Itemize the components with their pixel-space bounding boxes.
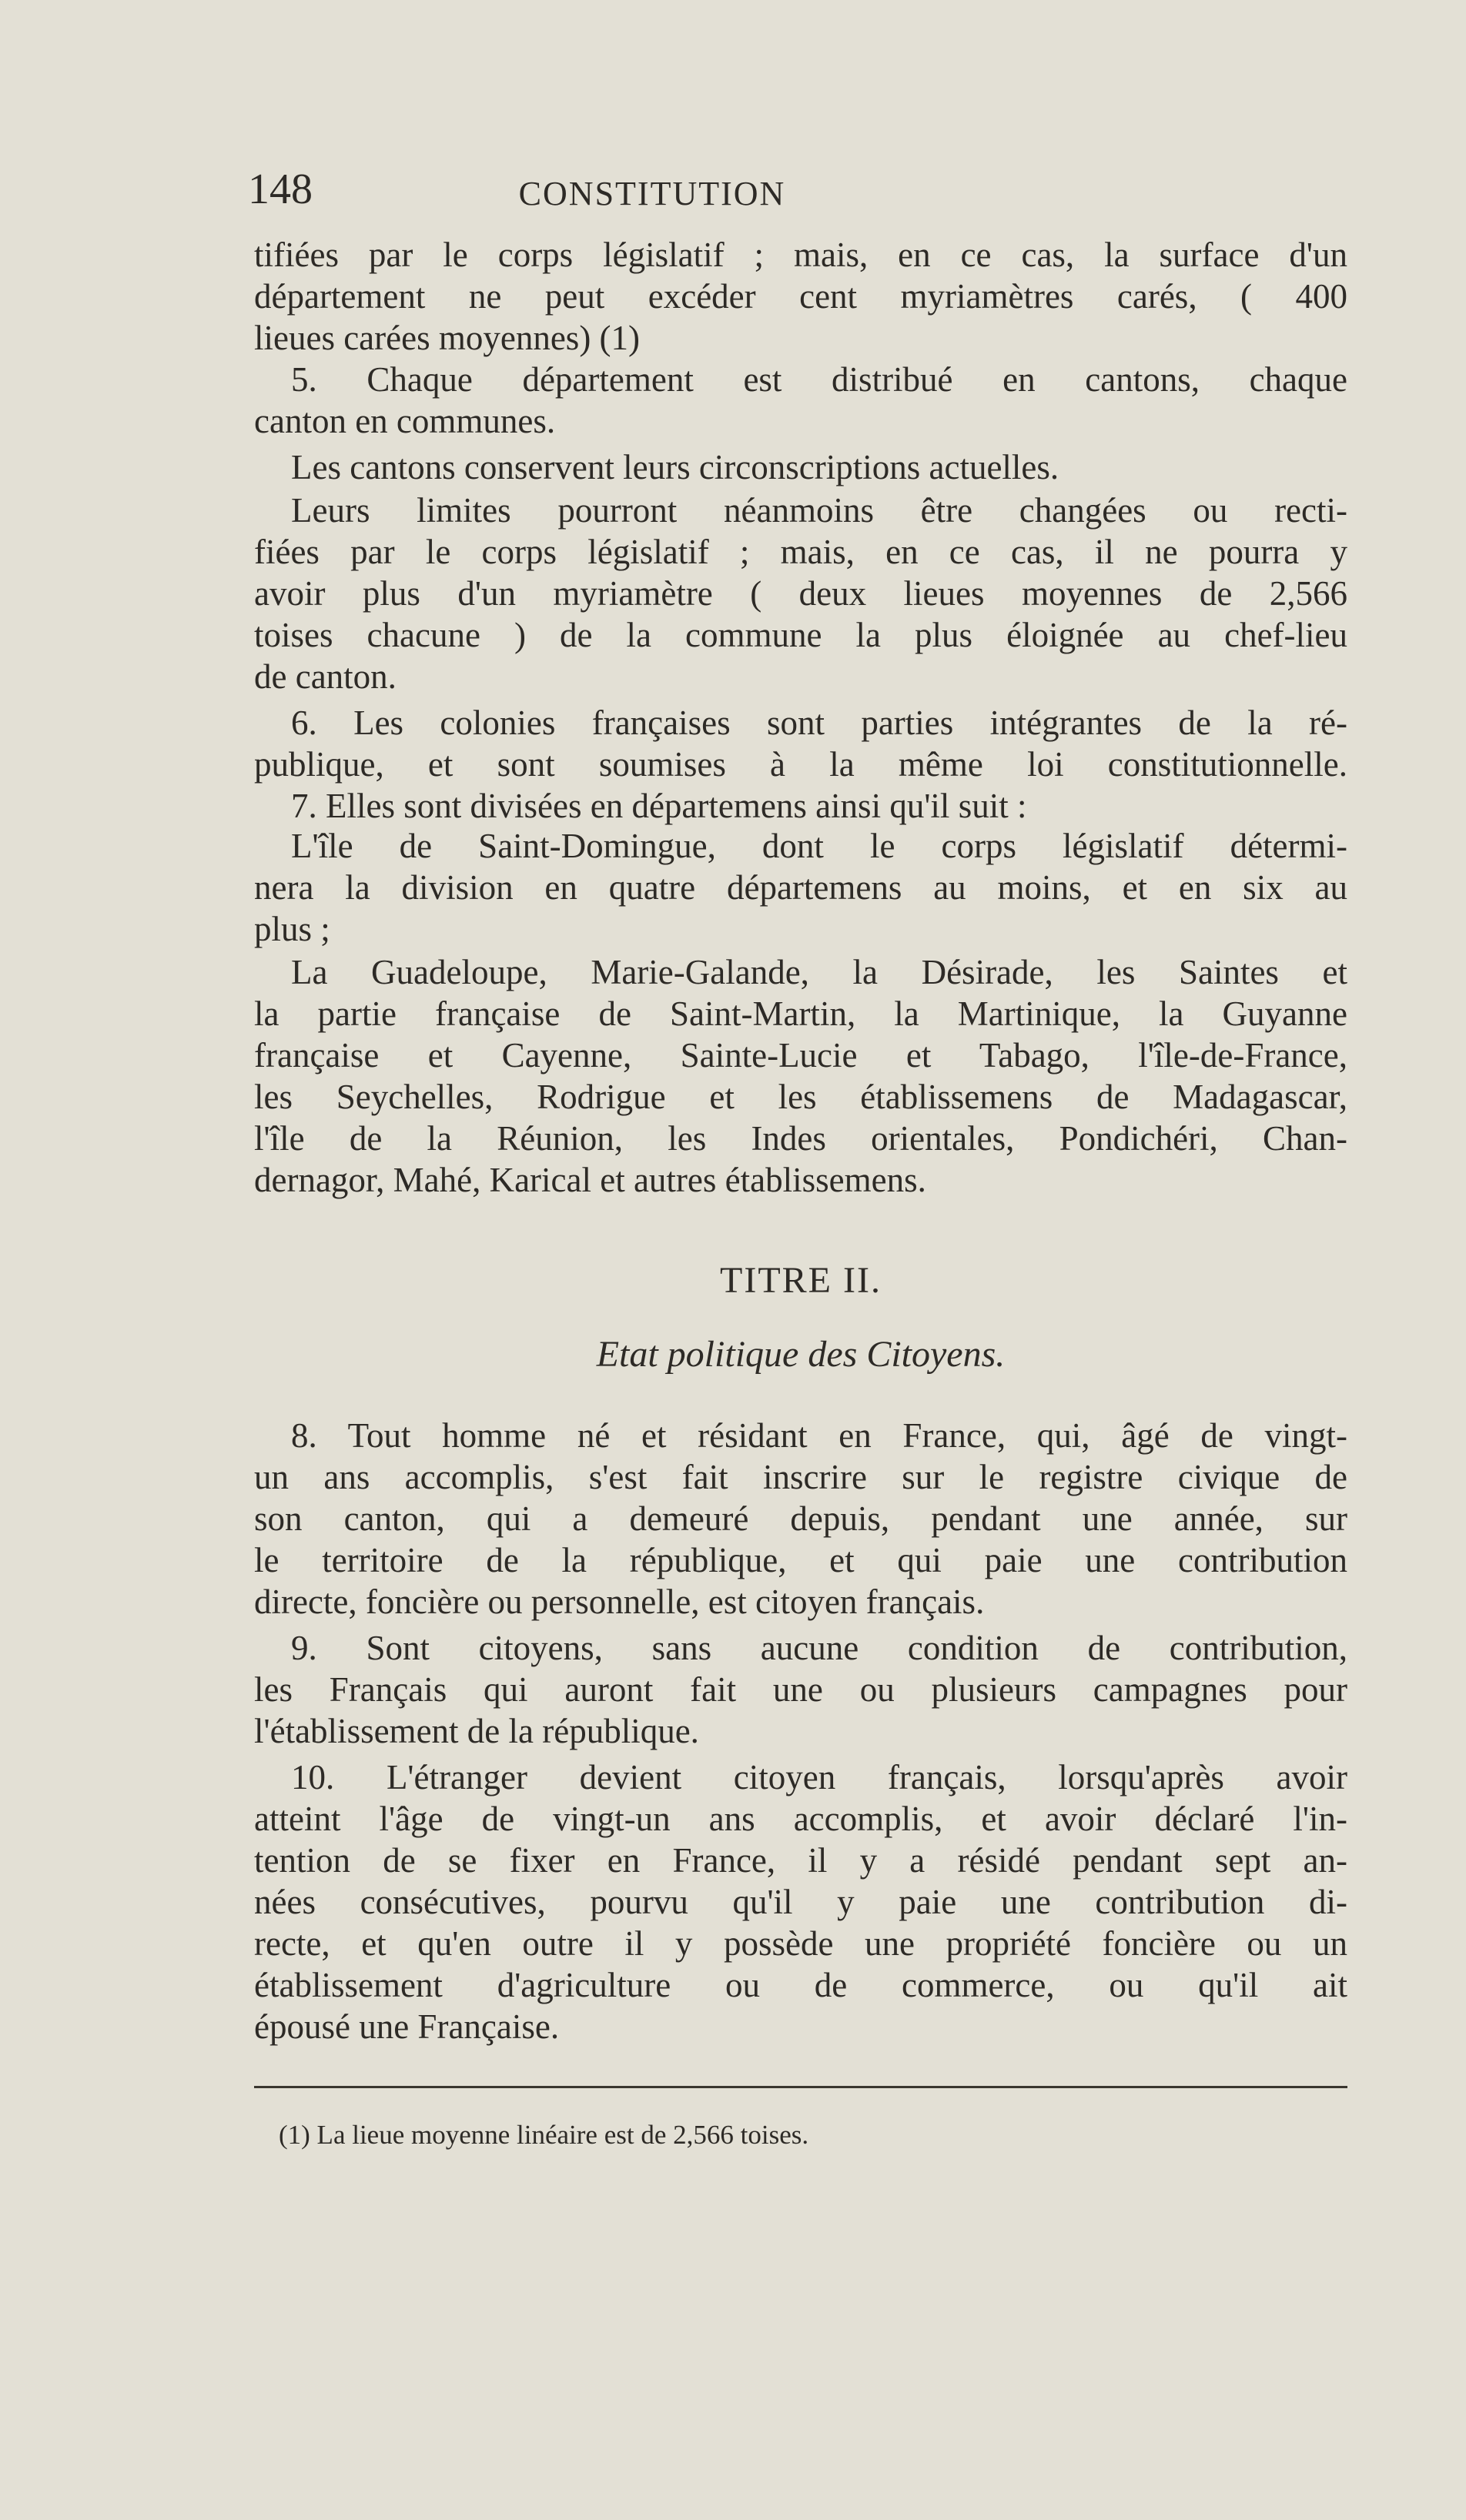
text-line: L'île de Saint-Domingue, dont le corps législatif détermi-	[291, 827, 1347, 865]
footnote: (1) La lieue moyenne linéaire est de 2,566 toises.	[279, 2120, 809, 2150]
text-line: toises chacune ) de la commune la plus éloignée au chef-lieu	[254, 616, 1347, 654]
text-line: 7. Elles sont divisées en départemens ainsi qu'il suit :	[291, 787, 1027, 825]
text-line: française et Cayenne, Sainte-Lucie et Tabago, l'île-de-France,	[254, 1036, 1347, 1075]
text-line: la partie française de Saint-Martin, la Martinique, la Guyanne	[254, 994, 1347, 1033]
text-line: 9. Sont citoyens, sans aucune condition de contribution,	[291, 1629, 1347, 1667]
text-line: tifiées par le corps législatif ; mais, en ce cas, la surface d'un	[254, 236, 1347, 274]
section-title: TITRE II.	[720, 1260, 882, 1301]
text-line: l'île de la Réunion, les Indes orientales, Pondichéri, Chan-	[254, 1119, 1347, 1158]
text-line: 6. Les colonies françaises sont parties intégrantes de la ré-	[291, 704, 1347, 742]
text-line: 10. L'étranger devient citoyen français, lorsqu'après avoir	[291, 1758, 1347, 1796]
text-line: recte, et qu'en outre il y possède une propriété foncière ou un	[254, 1924, 1347, 1963]
page-number: 148	[248, 165, 313, 213]
text-line: avoir plus d'un myriamètre ( deux lieues moyennes de 2,566	[254, 574, 1347, 613]
text-line: épousé une Française.	[254, 2007, 560, 2046]
section-subtitle: Etat politique des Citoyens.	[596, 1334, 1006, 1375]
page-header	[248, 165, 1056, 219]
text-line: tention de se fixer en France, il y a résidé pendant sept an-	[254, 1841, 1347, 1880]
text-line: directe, foncière ou personnelle, est citoyen français.	[254, 1583, 985, 1621]
text-line: dernagor, Mahé, Karical et autres établissemens.	[254, 1161, 926, 1199]
text-line: fiées par le corps législatif ; mais, en ce cas, il ne pourra y	[254, 533, 1347, 571]
text-line: les Français qui auront fait une ou plusieurs campagnes pour	[254, 1670, 1347, 1709]
text-line: 8. Tout homme né et résidant en France, qui, âgé de vingt-	[291, 1416, 1347, 1455]
running-title: CONSTITUTION	[518, 175, 786, 212]
text-line: plus ;	[254, 910, 330, 948]
text-line: canton en communes.	[254, 402, 556, 440]
text-line: atteint l'âge de vingt-un ans accomplis, et avoir déclaré l'in-	[254, 1800, 1347, 1838]
text-line: publique, et sont soumises à la même loi constitutionnelle.	[254, 745, 1347, 784]
text-line: établissement d'agriculture ou de commerce, ou qu'il ait	[254, 1966, 1347, 2004]
text-line: l'établissement de la république.	[254, 1712, 699, 1750]
text-line: de canton.	[254, 657, 397, 696]
text-line: 5. Chaque département est distribué en cantons, chaque	[291, 360, 1347, 399]
text-line: lieues carées moyennes) (1)	[254, 319, 641, 357]
text-line: département ne peut excéder cent myriamètres carés, ( 400	[254, 277, 1347, 316]
text-line: son canton, qui a demeuré depuis, pendant une année, sur	[254, 1499, 1347, 1538]
text-line: un ans accomplis, s'est fait inscrire sur le registre civique de	[254, 1458, 1347, 1496]
text-line: La Guadeloupe, Marie-Galande, la Désirade, les Saintes et	[291, 953, 1347, 991]
text-line: Les cantons conservent leurs circonscriptions actuelles.	[291, 448, 1059, 486]
text-line: les Seychelles, Rodrigue et les établissemens de Madagascar,	[254, 1078, 1347, 1116]
text-line: nées consécutives, pourvu qu'il y paie une contribution di-	[254, 1883, 1347, 1921]
text-line: Leurs limites pourront néanmoins être changées ou recti-	[291, 491, 1347, 530]
text-line: le territoire de la république, et qui paie une contribution	[254, 1541, 1347, 1579]
text-line: nera la division en quatre départemens au moins, et en six au	[254, 868, 1347, 907]
footnote-rule	[254, 2086, 1347, 2088]
